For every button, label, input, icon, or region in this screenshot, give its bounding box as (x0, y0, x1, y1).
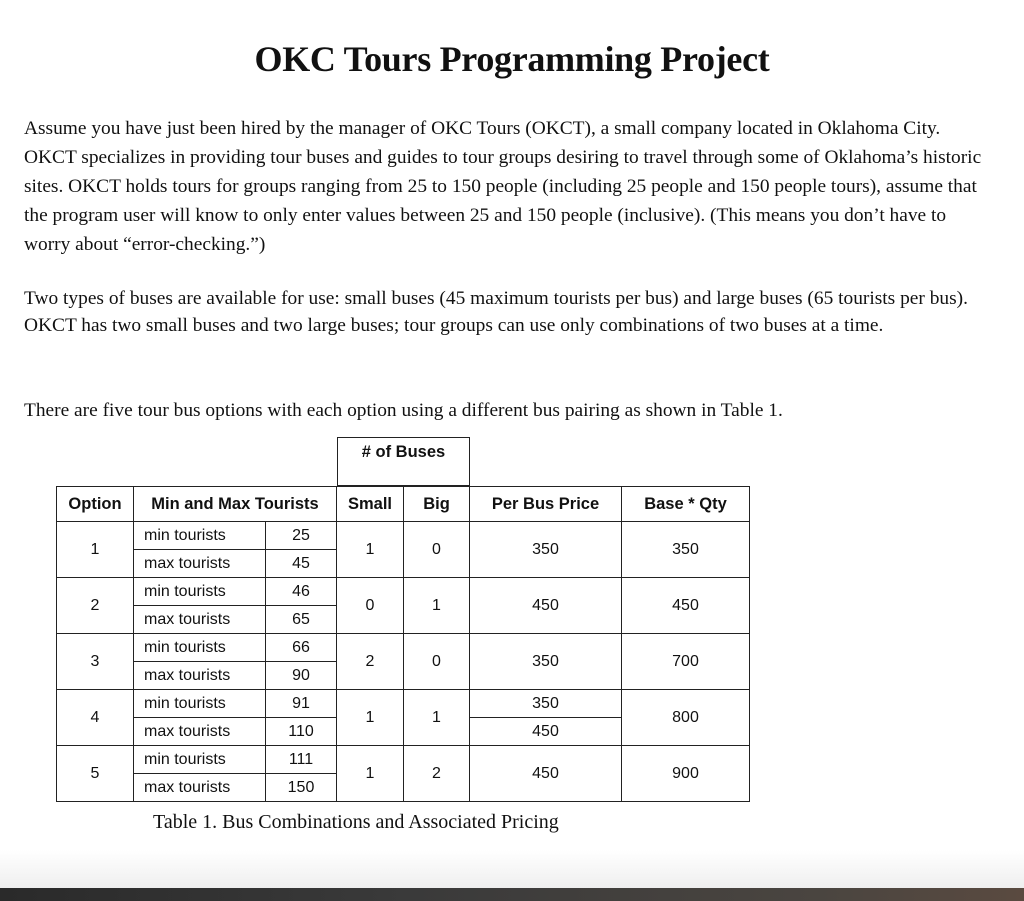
max-label: max tourists (134, 662, 266, 690)
min-value: 111 (266, 746, 337, 774)
small-count: 0 (337, 578, 404, 634)
intro-paragraph: Assume you have just been hired by the manager of OKC Tours (OKCT), a small company located in Oklahoma City. OKCT specializes in providing tour buses and guides to tour groups desiring to travel through some of Oklahoma’s historic sites. OKCT holds tours for groups ranging from 25 to 150 people (including 25 people and 150 people tours), assume that the program user will know to only enter values between 25 and 150 people (inclusive). (This means you don’t have to worry about “error-checking.”) (24, 118, 982, 255)
price-cell: 450 (470, 746, 622, 802)
min-label: min tourists (134, 746, 266, 774)
max-label: max tourists (134, 606, 266, 634)
max-value: 150 (266, 774, 337, 802)
buses-group-header: # of Buses (337, 437, 470, 486)
table-row (57, 746, 750, 774)
max-label: max tourists (134, 718, 266, 746)
header-option: Option (57, 487, 134, 522)
big-count: 0 (404, 634, 470, 690)
min-value: 66 (266, 634, 337, 662)
bus-options-table (56, 486, 750, 802)
base-qty-cell: 350 (622, 522, 750, 578)
table-header-row (57, 487, 750, 522)
header-big: Big (404, 487, 470, 522)
price-cell: 350 (470, 690, 622, 718)
min-label: min tourists (134, 578, 266, 606)
big-count: 0 (404, 522, 470, 578)
option-cell: 2 (57, 578, 134, 634)
big-count: 1 (404, 578, 470, 634)
page-bottom-fade (0, 850, 1024, 890)
window-bottom-bar (0, 888, 1024, 901)
price-cell-second: 450 (470, 718, 622, 746)
base-qty-cell: 450 (622, 578, 750, 634)
small-count: 1 (337, 522, 404, 578)
base-qty-cell: 800 (622, 690, 750, 746)
header-base-qty: Base * Qty (622, 487, 750, 522)
table-row (57, 690, 750, 718)
min-label: min tourists (134, 522, 266, 550)
min-label: min tourists (134, 690, 266, 718)
min-value: 91 (266, 690, 337, 718)
max-value: 110 (266, 718, 337, 746)
min-label: min tourists (134, 634, 266, 662)
table-row (57, 634, 750, 662)
header-min-max: Min and Max Tourists (134, 487, 337, 522)
header-price: Per Bus Price (470, 487, 622, 522)
max-value: 45 (266, 550, 337, 578)
price-cell: 350 (470, 634, 622, 690)
option-cell: 1 (57, 522, 134, 578)
max-value: 65 (266, 606, 337, 634)
table-caption: Table 1. Bus Combinations and Associated Pricing (153, 811, 559, 833)
small-count: 1 (337, 690, 404, 746)
max-label: max tourists (134, 550, 266, 578)
header-small: Small (337, 487, 404, 522)
max-value: 90 (266, 662, 337, 690)
table-row (57, 522, 750, 550)
table-row (57, 578, 750, 606)
price-cell: 350 (470, 522, 622, 578)
base-qty-cell: 700 (622, 634, 750, 690)
option-cell: 5 (57, 746, 134, 802)
options-paragraph: There are five tour bus options with each option using a different bus pairing as shown in Table 1. (24, 400, 783, 421)
page-title: OKC Tours Programming Project (254, 39, 770, 79)
big-count: 1 (404, 690, 470, 746)
option-cell: 3 (57, 634, 134, 690)
price-cell: 450 (470, 578, 622, 634)
small-count: 2 (337, 634, 404, 690)
option-cell: 4 (57, 690, 134, 746)
max-label: max tourists (134, 774, 266, 802)
bus-types-paragraph: Two types of buses are available for use: small buses (45 maximum tourists per bus) and large buses (65 tourists per bus). OKCT has two small buses and two large buses; tour groups can use only combinations of two buses at a time. (24, 288, 968, 336)
min-value: 25 (266, 522, 337, 550)
min-value: 46 (266, 578, 337, 606)
small-count: 1 (337, 746, 404, 802)
base-qty-cell: 900 (622, 746, 750, 802)
big-count: 2 (404, 746, 470, 802)
